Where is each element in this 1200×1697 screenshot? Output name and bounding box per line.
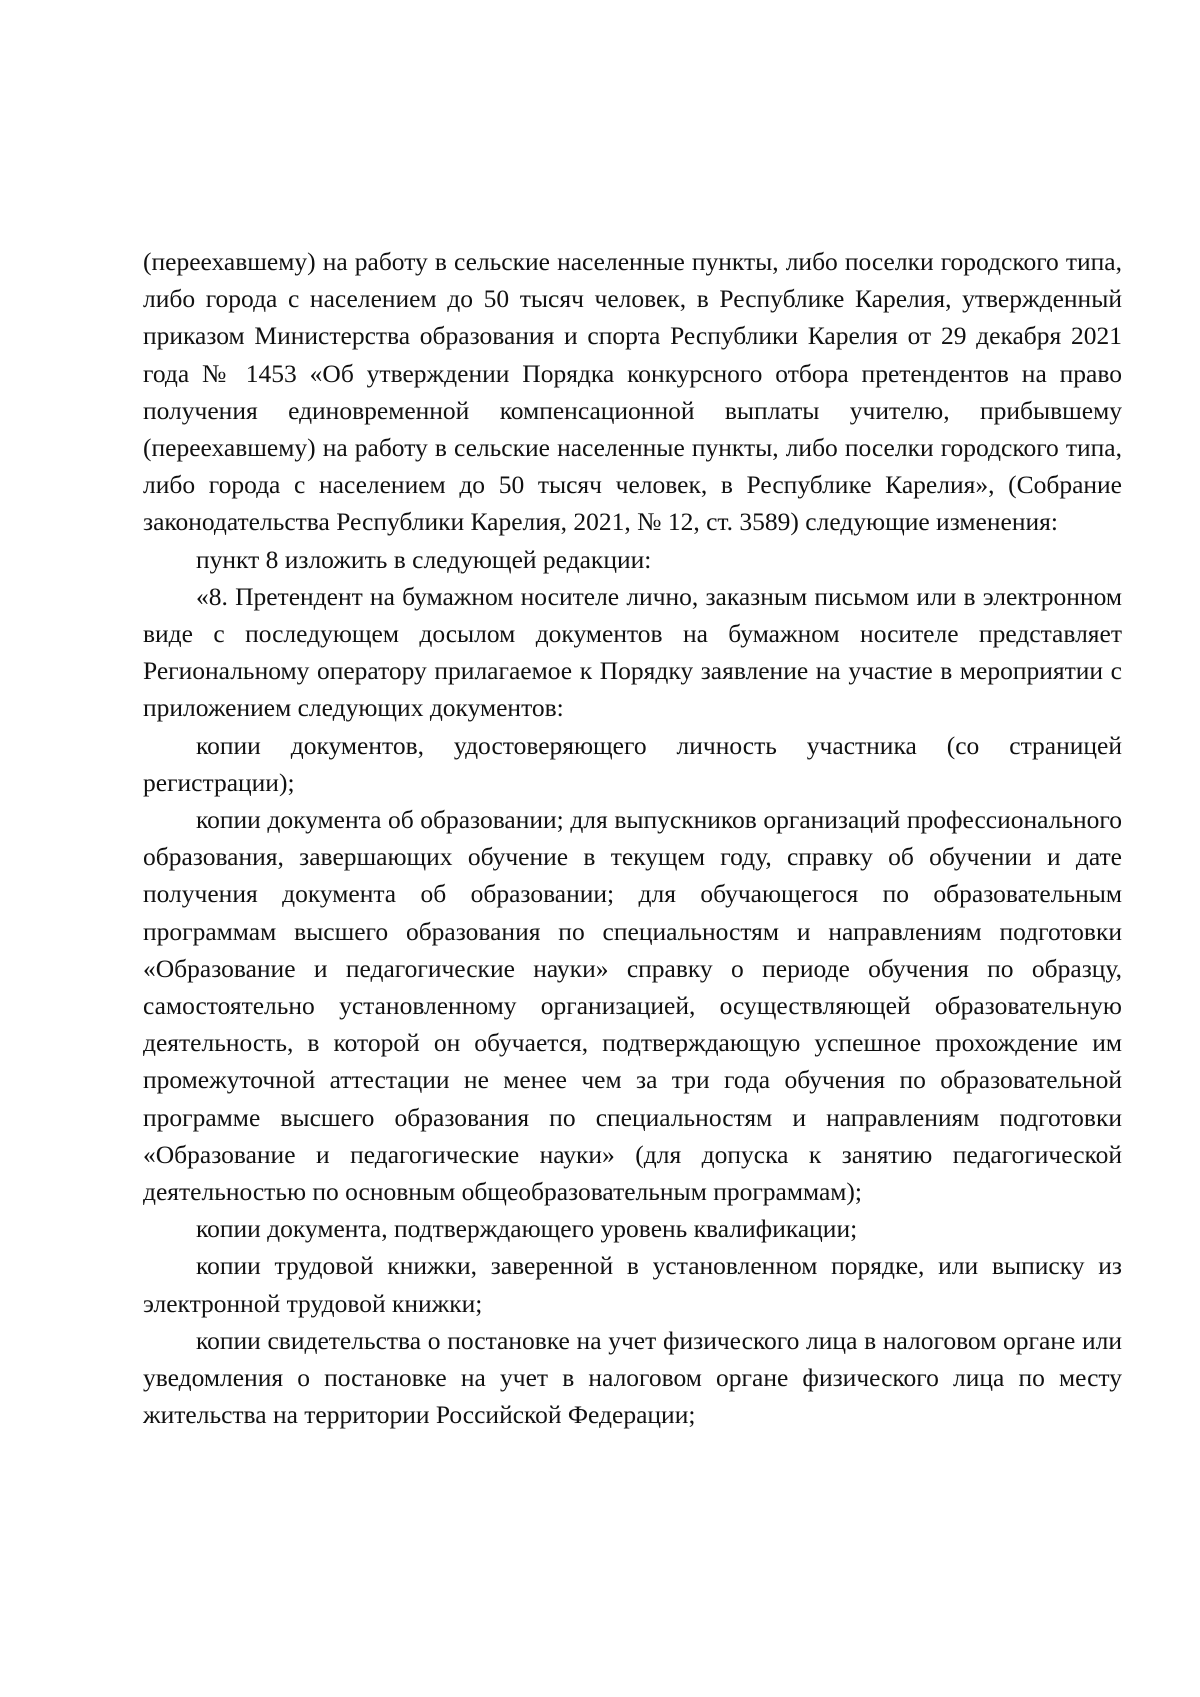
paragraph-qualification-documents: копии документа, подтверждающего уровень квалификации; [196,1214,858,1244]
paragraph-continuation: (переехавшему) на работу в сельские населенные пункты, либо поселки городского типа, либо города с населением до 50 тысяч человек, в Республике Карелия, утвержденный приказом Министерства образования и спорта Республики Карелия от 29 декабря 2021 года № 1453 «Об утверждении Порядка конкурсного отбора претендентов на право получения единовременной компенсационной выплаты учителю, прибывшему (переехавшему) на работу в сельские населенные пункты, либо поселки городского типа, либо города с населением до 50 тысяч человек, в Республике Карелия», (Собрание законодательства Республики Карелия, 2021, № 12, ст. 3589) следующие изменения: [143,247,1122,537]
paragraph-point-8-instruction: пункт 8 изложить в следующей редакции: [196,544,652,574]
paragraph-employment-record: копии трудовой книжки, заверенной в установленном порядке, или выписку из электронной трудовой книжки; [143,1251,1122,1318]
paragraph-point-8-text: «8. Претендент на бумажном носителе лично, заказным письмом или в электронном виде с последующем досылом документов на бумажном носителе представляет Региональному оператору прилагаемое к Порядку заявление на участие в мероприятии с приложением следующих документов: [143,581,1122,723]
paragraph-tax-registration: копии свидетельства о постановке на учет физического лица в налоговом органе или уведомления о постановке на учет в налоговом органе физического лица по месту жительства на территории Российской Федерации; [143,1325,1122,1430]
document-body [143,243,1122,1434]
paragraph-identity-documents: копии документов, удостоверяющего личность участника (со страницей регистрации); [143,730,1122,797]
paragraph-education-documents: копии документа об образовании; для выпускников организаций профессионального образования, завершающих обучение в текущем году, справку об обучении и дате получения документа об образовании; для обучающегося по образовательным программам высшего образования по специальностям и направлениям подготовки «Образование и педагогические науки» справку о периоде обучения по образцу, самостоятельно установленному организацией, осуществляющей образовательную деятельность, в которой он обучается, подтверждающую успешное прохождение им промежуточной аттестации не менее чем за три года обучения по образовательной программе высшего образования по специальностям и направлениям подготовки «Образование и педагогические науки» (для допуска к занятию педагогической деятельностью по основным общеобразовательным программам); [143,805,1122,1207]
